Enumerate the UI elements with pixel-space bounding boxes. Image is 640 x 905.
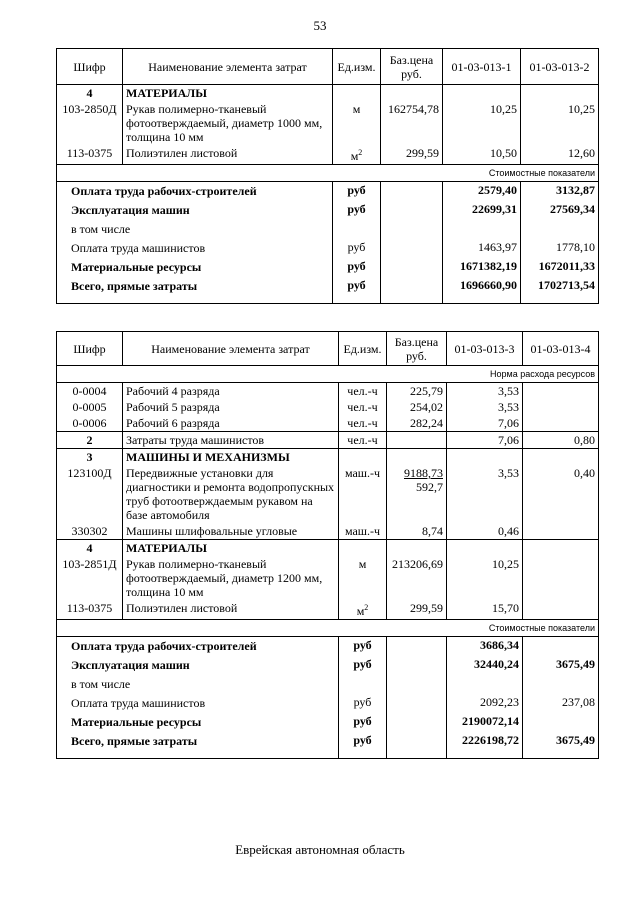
summary-value-2: 1778,10 [521,239,599,258]
empty-cell [381,296,443,304]
header-col1: 01-03-013-1 [443,49,521,85]
row-code: 0-0006 [57,415,123,432]
summary-unit: руб [339,732,387,751]
row-value-2 [523,556,599,600]
summary-value-1 [447,675,523,694]
summary-unit: руб [333,258,381,277]
row-price: 254,02 [387,399,447,415]
row-code: 2 [57,432,123,449]
row-price: 213206,69 [387,556,447,600]
row-price [387,465,447,523]
summary-value-2 [523,637,599,656]
header-name: Наименование элемента затрат [123,49,333,85]
summary-name: Эксплуатация машин [57,656,339,675]
header-unit: Ед.изм. [333,49,381,85]
empty-cell [57,751,339,759]
summary-row [57,220,599,239]
row-code: 0-0005 [57,399,123,415]
summary-name: Эксплуатация машин [57,201,333,220]
cost-table-1 [56,48,599,304]
row-value-1: 10,50 [443,145,521,165]
row-price [387,540,447,557]
header-unit: Ед.изм. [339,332,387,366]
row-unit: маш.-ч [339,523,387,540]
summary-unit: руб [339,713,387,732]
summary-unit: руб [339,637,387,656]
row-unit: чел.-ч [339,399,387,415]
summary-value-2 [523,675,599,694]
empty-cell [447,751,523,759]
row-value-2: 12,60 [521,145,599,165]
summary-value-1 [443,220,521,239]
row-name: Затраты труда машинистов [123,432,339,449]
row-value-1: 0,46 [447,523,523,540]
summary-name: в том числе [57,675,339,694]
summary-name: Оплата труда рабочих-строителей [57,637,339,656]
row-code: 330302 [57,523,123,540]
table-row [57,399,599,415]
summary-value-2 [523,713,599,732]
row-unit: маш.-ч [339,465,387,523]
row-unit: чел.-ч [339,415,387,432]
table-end-row [57,751,599,759]
row-value-2: 0,40 [523,465,599,523]
row-value-2 [523,383,599,400]
summary-row [57,694,599,713]
header-price: Баз.цена руб. [381,49,443,85]
row-price [381,85,443,102]
row-price: 8,74 [387,523,447,540]
row-code: 103-2851Д [57,556,123,600]
row-price [387,432,447,449]
price-value: 9188,73 [404,466,443,480]
row-unit [333,85,381,102]
band-label: Норма расхода ресурсов [57,366,599,383]
row-unit [339,540,387,557]
table-row [57,523,599,540]
row-name: Рабочий 4 разряда [123,383,339,400]
row-name: Рабочий 5 разряда [123,399,339,415]
summary-price [387,694,447,713]
row-unit: м [339,556,387,600]
band-label: Стоимостные показатели [57,165,599,182]
summary-price [381,201,443,220]
summary-row [57,675,599,694]
row-price: 282,24 [387,415,447,432]
row-code: 113-0375 [57,145,123,165]
summary-price [387,675,447,694]
band-row [57,620,599,637]
summary-unit [339,675,387,694]
header-code: Шифр [57,49,123,85]
table-row [57,101,599,145]
summary-row [57,201,599,220]
band-label: Стоимостные показатели [57,620,599,637]
summary-name: Всего, прямые затраты [57,732,339,751]
summary-name: Материальные ресурсы [57,258,333,277]
summary-value-1: 1696660,90 [443,277,521,296]
header-price: Баз.цена руб. [387,332,447,366]
row-value-1: 3,53 [447,465,523,523]
summary-value-1: 2226198,72 [447,732,523,751]
summary-unit [333,220,381,239]
row-code: 4 [57,85,123,102]
row-price: 299,59 [381,145,443,165]
summary-unit: руб [333,277,381,296]
empty-cell [57,296,333,304]
summary-row [57,239,599,258]
summary-value-1: 2092,23 [447,694,523,713]
row-price [387,449,447,466]
header-col2: 01-03-013-2 [521,49,599,85]
summary-value-2: 27569,34 [521,201,599,220]
summary-price [381,258,443,277]
row-value-2 [523,600,599,620]
summary-row [57,277,599,296]
row-price: 225,79 [387,383,447,400]
row-value-1: 10,25 [447,556,523,600]
summary-name: Оплата труда машинистов [57,694,339,713]
empty-cell [387,751,447,759]
table-row [57,449,599,466]
summary-price [387,732,447,751]
summary-value-2: 237,08 [523,694,599,713]
summary-price [387,656,447,675]
price-value-2: 592,7 [416,480,443,494]
summary-name: Материальные ресурсы [57,713,339,732]
row-code: 0-0004 [57,383,123,400]
row-name: Рукав полимерно-тканевый фотоотверждаемый, диаметр 1000 мм, толщина 10 мм [123,101,333,145]
row-value-2 [523,415,599,432]
summary-value-2: 1702713,54 [521,277,599,296]
header-code: Шифр [57,332,123,366]
summary-name: Всего, прямые затраты [57,277,333,296]
summary-name: Оплата труда машинистов [57,239,333,258]
row-value-2 [523,399,599,415]
table-header-row [57,332,599,366]
row-unit [339,449,387,466]
table-end-row [57,296,599,304]
summary-price [381,182,443,201]
summary-price [387,637,447,656]
summary-price [381,277,443,296]
summary-price [381,239,443,258]
row-name: МАШИНЫ И МЕХАНИЗМЫ [123,449,339,466]
summary-value-2: 3132,87 [521,182,599,201]
table-row [57,383,599,400]
row-value-2: 10,25 [521,101,599,145]
row-code: 113-0375 [57,600,123,620]
table-row [57,556,599,600]
row-value-2 [523,523,599,540]
summary-unit: руб [339,694,387,713]
row-name: Полиэтилен листовой [123,145,333,165]
empty-cell [521,296,599,304]
row-unit: $м^2$ [339,600,387,620]
table-row [57,432,599,449]
row-value-1 [447,449,523,466]
summary-row [57,258,599,277]
row-value-1: 3,53 [447,399,523,415]
summary-unit: руб [333,239,381,258]
row-code: 4 [57,540,123,557]
row-name: МАТЕРИАЛЫ [123,85,333,102]
summary-value-1: 1671382,19 [443,258,521,277]
page-number: 53 [313,18,327,33]
summary-unit: руб [333,182,381,201]
summary-price [381,220,443,239]
table-row [57,540,599,557]
row-name: МАТЕРИАЛЫ [123,540,339,557]
summary-row [57,637,599,656]
row-value-2: 0,80 [523,432,599,449]
empty-cell [339,751,387,759]
row-unit: $м^2$ [333,145,381,165]
row-code: 123100Д [57,465,123,523]
table-row [57,85,599,102]
empty-cell [333,296,381,304]
row-value-1: 3,53 [447,383,523,400]
header-col4: 01-03-013-4 [523,332,599,366]
row-name: Машины шлифовальные угловые [123,523,339,540]
summary-value-1: 22699,31 [443,201,521,220]
band-row [57,165,599,182]
row-name: Передвижные установки для диагностики и ремонта водопропускных труб фотоотверждаемым рукавом на базе автомобиля [123,465,339,523]
row-name: Рабочий 6 разряда [123,415,339,432]
row-value-1: 10,25 [443,101,521,145]
summary-value-2: 3675,49 [523,732,599,751]
summary-value-1: 1463,97 [443,239,521,258]
summary-price [387,713,447,732]
row-name: Рукав полимерно-тканевый фотоотверждаемый, диаметр 1200 мм, толщина 10 мм [123,556,339,600]
summary-name: Оплата труда рабочих-строителей [57,182,333,201]
row-price: 162754,78 [381,101,443,145]
table-row [57,145,599,165]
summary-unit: руб [333,201,381,220]
row-unit: чел.-ч [339,432,387,449]
row-value-2 [523,449,599,466]
summary-row [57,182,599,201]
summary-unit: руб [339,656,387,675]
row-value-1 [443,85,521,102]
row-value-1: 7,06 [447,432,523,449]
row-unit: м [333,101,381,145]
header-col3: 01-03-013-3 [447,332,523,366]
summary-value-2: 3675,49 [523,656,599,675]
row-code: 3 [57,449,123,466]
table-row [57,465,599,523]
empty-cell [443,296,521,304]
summary-value-2: 1672011,33 [521,258,599,277]
summary-row [57,656,599,675]
table-header-row [57,49,599,85]
empty-cell [523,751,599,759]
row-price: 299,59 [387,600,447,620]
band-row [57,366,599,383]
table-row [57,600,599,620]
summary-row [57,713,599,732]
summary-value-1: 2579,40 [443,182,521,201]
row-value-1 [447,540,523,557]
cost-table-2 [56,331,599,759]
row-value-2 [523,540,599,557]
row-value-1: 15,70 [447,600,523,620]
row-value-1: 7,06 [447,415,523,432]
row-value-2 [521,85,599,102]
table-row [57,415,599,432]
summary-value-2 [521,220,599,239]
summary-row [57,732,599,751]
summary-value-1: 32440,24 [447,656,523,675]
summary-value-1: 3686,34 [447,637,523,656]
header-name: Наименование элемента затрат [123,332,339,366]
row-name: Полиэтилен листовой [123,600,339,620]
row-unit: чел.-ч [339,383,387,400]
summary-name: в том числе [57,220,333,239]
footer-region: Еврейская автономная область [235,842,405,857]
summary-value-1: 2190072,14 [447,713,523,732]
row-code: 103-2850Д [57,101,123,145]
